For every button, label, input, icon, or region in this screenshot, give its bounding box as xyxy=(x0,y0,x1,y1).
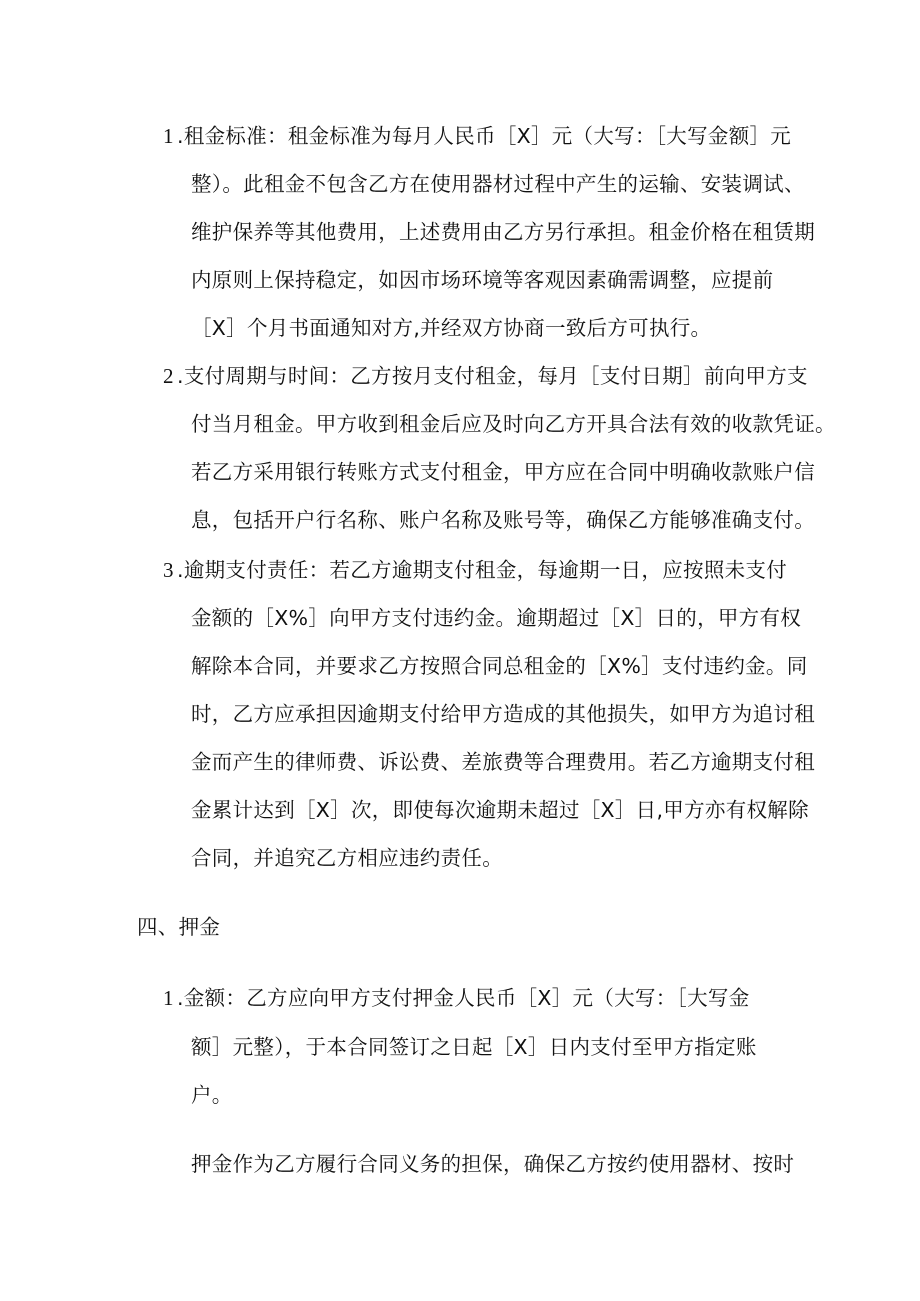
clause-number: 1 xyxy=(163,124,174,148)
clause-line: 额］元整），于本合同签订之日起［X］日内支付至甲方指定账 xyxy=(191,1035,757,1059)
clause-line: ［X］个月书面通知对方,并经双方协商一致后方可执行。 xyxy=(191,316,712,340)
clause-line: 付当月租金。甲方收到租金后应及时向乙方开具合法有效的收款凭证。 xyxy=(191,412,836,436)
clause-line: .租金标准：租金标准为每月人民币［X］元（大写：［大写金额］元 xyxy=(177,124,792,148)
clause-line: .金额：乙方应向甲方支付押金人民币［X］元（大写：［大写金 xyxy=(177,986,750,1010)
clause-number: 2 xyxy=(163,364,174,388)
clause-line: 金而产生的律师费、诉讼费、差旅费等合理费用。若乙方逾期支付租 xyxy=(191,750,815,774)
clause-line: 息，包括开户行名称、账户名称及账号等，确保乙方能够准确支付。 xyxy=(191,508,815,532)
clause-line: 合同，并追究乙方相应违约责任。 xyxy=(191,846,503,870)
clause-line: 金累计达到［X］次，即使每次逾期未超过［X］日,甲方亦有权解除 xyxy=(191,798,809,822)
clause-line: .支付周期与时间：乙方按月支付租金，每月［支付日期］前向甲方支 xyxy=(177,364,808,388)
clause-line: .逾期支付责任：若乙方逾期支付租金，每逾期一日，应按照未支付 xyxy=(177,558,788,582)
clause-line: 时，乙方应承担因逾期支付给甲方造成的其他损失，如甲方为追讨租 xyxy=(191,702,815,726)
deposit-purpose-paragraph: 押金作为乙方履行合同义务的担保，确保乙方按约使用器材、按时 xyxy=(191,1152,795,1176)
clause-line: 维护保养等其他费用，上述费用由乙方另行承担。租金价格在租赁期 xyxy=(191,220,815,244)
clause-line: 整）。此租金不包含乙方在使用器材过程中产生的运输、安装调试、 xyxy=(191,172,805,196)
clause-line: 内原则上保持稳定，如因市场环境等客观因素确需调整，应提前 xyxy=(191,268,774,292)
clause-line: 若乙方采用银行转账方式支付租金，甲方应在合同中明确收款账户信 xyxy=(191,460,815,484)
clause-line: 解除本合同，并要求乙方按照合同总租金的［X%］支付违约金。同 xyxy=(191,654,808,678)
clause-line: 户。 xyxy=(191,1083,233,1107)
clause-number: 3 xyxy=(163,558,174,582)
clause-line: 金额的［X%］向甲方支付违约金。逾期超过［X］日的，甲方有权 xyxy=(191,606,802,630)
clause-number: 1 xyxy=(163,986,174,1010)
section-heading-deposit: 四、押金 xyxy=(137,915,221,939)
